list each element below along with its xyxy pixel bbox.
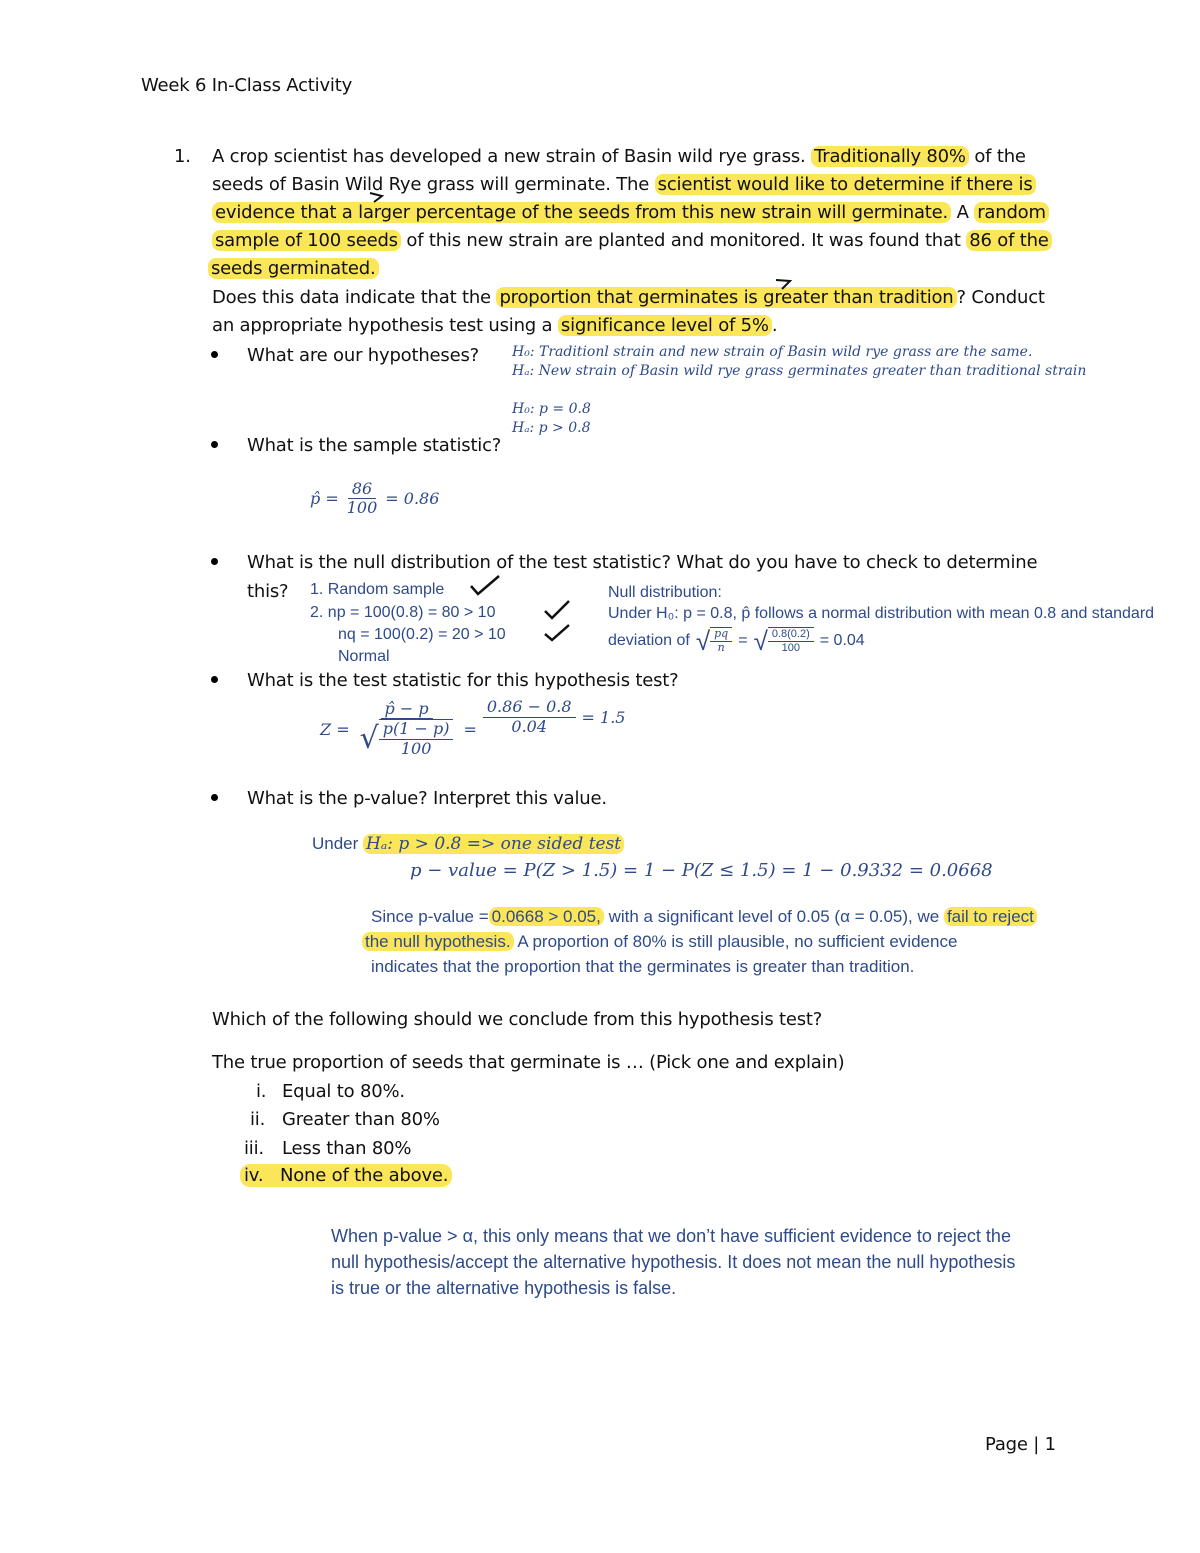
page-number: Page | 1 xyxy=(985,1434,1056,1455)
null-distribution-line: Under H₀: p = 0.8, p̂ follows a normal distribution with mean 0.8 and standard xyxy=(608,605,1155,622)
bullet-null-distribution-cont: this? xyxy=(247,581,289,602)
explanation-line-3: is true or the alternative hypothesis is false. xyxy=(331,1278,677,1298)
bullet-test-statistic: What is the test statistic for this hypothesis test? xyxy=(247,670,679,691)
answer-phat: p̂ = $\frac{86}{100}$ = 0.86 xyxy=(310,479,440,518)
question-line-3: evidence that a larger percentage of the seeds from this new strain will germinate. A random xyxy=(212,202,1049,223)
answer-ha-symbolic: Hₐ: p > 0.8 xyxy=(512,420,591,436)
answer-since-line-2: the null hypothesis. A proportion of 80% is still plausible, no sufficient evidence xyxy=(362,932,957,952)
checkmark-icon xyxy=(468,574,502,598)
bullet-null-distribution: What is the null distribution of the test statistic? What do you have to check to determine xyxy=(247,552,1038,573)
option-numeral: ii. xyxy=(250,1109,266,1130)
answer-h0-text: H₀: Traditionl strain and new strain of Basin wild rye grass are the same. xyxy=(512,344,1033,360)
option-text: Less than 80% xyxy=(282,1138,412,1159)
option-text: None of the above. xyxy=(279,1165,449,1186)
checkmark-icon xyxy=(542,622,572,644)
conclusion-question: Which of the following should we conclude from this hypothesis test? xyxy=(212,1009,823,1030)
highlight-traditionally: Traditionally 80% xyxy=(811,146,969,167)
option-text: Equal to 80%. xyxy=(282,1081,405,1102)
option-numeral: iv. xyxy=(244,1165,264,1186)
option-text: Greater than 80% xyxy=(282,1109,440,1130)
highlight-sample: sample of 100 seeds xyxy=(212,230,401,251)
null-distribution-title: Null distribution: xyxy=(608,584,722,601)
bullet-dot xyxy=(211,794,218,801)
question-number: 1. xyxy=(174,146,191,167)
highlight-evidence: evidence that a larger percentage of the seeds from this new strain will germinate. xyxy=(212,202,951,223)
answer-ha-text: Hₐ: New strain of Basin wild rye grass germinates greater than traditional strain xyxy=(512,363,1087,379)
option-numeral: i. xyxy=(256,1081,267,1102)
conclusion-prompt: The true proportion of seeds that germinate is … (Pick one and explain) xyxy=(212,1052,845,1073)
question-line-1: A crop scientist has developed a new strain of Basin wild rye grass. Traditionally 80% of the xyxy=(212,146,1026,167)
bullet-dot xyxy=(211,351,218,358)
check-random-sample: 1. Random sample xyxy=(310,581,445,598)
question-line-4: sample of 100 seeds of this new strain are planted and monitored. It was found that 86 of the xyxy=(212,230,1052,251)
handwritten-greater-mark-2 xyxy=(774,277,794,291)
highlight-significance: significance level of 5% xyxy=(558,315,772,336)
option-numeral: iii. xyxy=(244,1138,264,1159)
answer-h0-symbolic: H₀: p = 0.8 xyxy=(512,401,591,417)
answer-under-ha: Under Hₐ: p > 0.8 => one sided test xyxy=(312,834,624,854)
bullet-dot xyxy=(211,441,218,448)
bullet-dot xyxy=(211,558,218,565)
answer-pvalue-equation: p − value = P(Z > 1.5) = 1 − P(Z ≤ 1.5) = 1 − 0.9332 = 0.0668 xyxy=(410,860,993,881)
answer-since-line-3: indicates that the proportion that the germinates is greater than tradition. xyxy=(371,957,915,976)
page-header-title: Week 6 In-Class Activity xyxy=(141,75,353,96)
checkmark-icon xyxy=(542,598,572,622)
bullet-dot xyxy=(211,676,218,683)
highlight-scientist: scientist would like to determine if there is xyxy=(655,174,1036,195)
highlight-null-hypothesis: the null hypothesis. xyxy=(362,932,514,951)
null-distribution-deviation: deviation of √ $\frac{pq}{n}$ = √ $\frac{0.8(0.2)}{100}$ = 0.04 xyxy=(608,625,865,656)
check-nq: nq = 100(0.2) = 20 > 10 xyxy=(338,626,506,643)
answer-since-line-1: Since p-value = 0.0668 > 0.05, with a significant level of 0.05 (α = 0.05), we fail to reject xyxy=(371,907,1037,927)
highlight-germinated: seeds germinated. xyxy=(208,258,379,279)
explanation-line-1: When p-value > α, this only means that we don’t have sufficient evidence to reject the xyxy=(331,1226,1011,1246)
question-line-7: an appropriate hypothesis test using a significance level of 5% . xyxy=(212,315,778,336)
bullet-sample-statistic: What is the sample statistic? xyxy=(247,435,502,456)
explanation-line-2: null hypothesis/accept the alternative hypothesis. It does not mean the null hypothesis xyxy=(331,1252,1016,1272)
highlight-86: 86 of the xyxy=(966,230,1051,251)
answer-z-formula: Z = p̂ − p √ $\frac{p(1 - p)}{100}$ = $\frac{0.86 - 0.8}{0.04}$ = 1.5 xyxy=(320,697,626,758)
question-line-6: Does this data indicate that the proportion that germinates is greater than tradition ? Conduct xyxy=(212,287,1045,308)
option-selected-highlight xyxy=(240,1164,452,1187)
highlight-random: random xyxy=(974,202,1049,223)
check-np: 2. np = 100(0.8) = 80 > 10 xyxy=(310,604,496,621)
question-line-2: seeds of Basin Wild Rye grass will germinate. The scientist would like to determine if there is xyxy=(212,174,1036,195)
bullet-hypotheses: What are our hypotheses? xyxy=(247,345,480,366)
highlight-fail-to-reject: fail to reject xyxy=(944,907,1037,926)
handwritten-greater-mark xyxy=(368,190,386,204)
highlight-proportion: proportion that germinates is greater than tradition xyxy=(496,287,956,308)
question-line-5 xyxy=(208,258,379,279)
bullet-pvalue: What is the p-value? Interpret this value. xyxy=(247,788,607,809)
highlight-one-sided: Hₐ: p > 0.8 => one sided test xyxy=(363,834,624,854)
check-normal: Normal xyxy=(338,648,390,665)
highlight-pvalue: 0.0668 > 0.05, xyxy=(489,907,604,926)
